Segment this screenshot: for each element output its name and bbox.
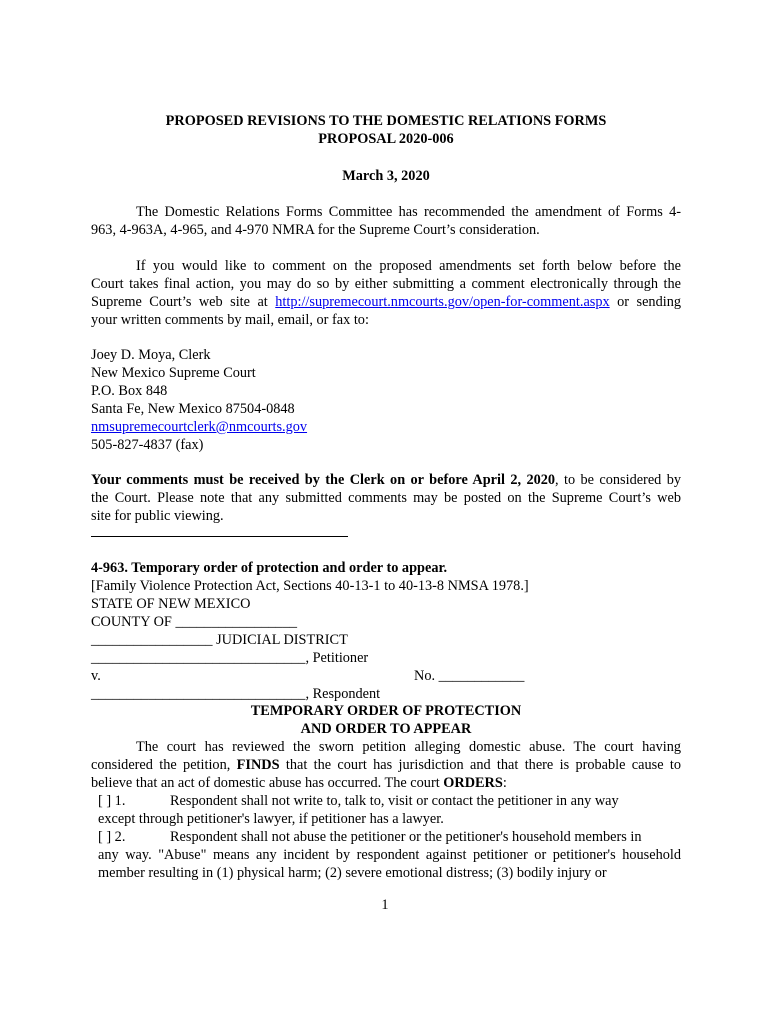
order-item-2-line2: any way. "Abuse" means any incident by respondent against petitioner or petitioner's household	[98, 847, 681, 863]
comment-website-link[interactable]: http://supremecourt.nmcourts.gov/open-for-comment.aspx	[275, 294, 610, 310]
order-item-1-line2: except through petitioner's lawyer, if petitioner has a lawyer.	[98, 811, 444, 827]
form-versus: v.	[91, 668, 101, 684]
order-item-marker: [ ] 1.	[98, 793, 126, 809]
intro-paragraph-2-line1: If you would like to comment on the proposed amendments set forth below before the	[136, 258, 681, 274]
document-date: March 3, 2020	[342, 168, 430, 184]
clerk-email-link[interactable]: nmsupremecourtclerk@nmcourts.gov	[91, 419, 308, 435]
order-body-text: :	[502, 775, 507, 791]
order-body-text: considered the petition,	[91, 757, 237, 773]
section-divider	[91, 536, 348, 537]
form-case-number: No. ____________	[414, 668, 525, 684]
deadline-line3: site for public viewing.	[91, 508, 224, 524]
intro-paragraph-1-line1: The Domestic Relations Forms Committee has recommended the amendment of Forms 4-	[136, 204, 681, 220]
intro-text: Supreme Court’s web site at	[91, 294, 276, 310]
page-title-line1: PROPOSED REVISIONS TO THE DOMESTIC RELATIONS FORMS	[165, 113, 607, 129]
form-statute: [Family Violence Protection Act, Sections 40-13-1 to 40-13-8 NMSA 1978.]	[91, 578, 529, 594]
order-body-orders: ORDERS	[443, 775, 503, 791]
order-item-2-line3: member resulting in (1) physical harm; (2) severe emotional distress; (3) bodily injury or	[98, 865, 607, 881]
deadline-bold-text: Your comments must be received by the Clerk on or before April 2, 2020	[91, 472, 556, 488]
page-number: 1	[381, 897, 389, 913]
intro-paragraph-2-line2: Court takes final action, you may do so by either submitting a comment electronically through the	[91, 276, 681, 292]
order-body-text: believe that an act of domestic abuse has occurred. The court	[91, 775, 444, 791]
address-name: Joey D. Moya, Clerk	[91, 347, 211, 363]
form-heading: 4-963. Temporary order of protection and order to appear.	[91, 560, 448, 576]
form-petitioner: ______________________________, Petitioner	[91, 650, 369, 666]
address-organization: New Mexico Supreme Court	[91, 365, 256, 381]
form-county: COUNTY OF _________________	[91, 614, 297, 630]
order-body-line3	[91, 774, 681, 792]
form-state: STATE OF NEW MEXICO	[91, 596, 251, 612]
page-title-line2: PROPOSAL 2020-006	[318, 131, 454, 147]
form-versus-row	[91, 667, 681, 685]
form-respondent: ______________________________, Respondent	[91, 686, 381, 702]
order-title-line1: TEMPORARY ORDER OF PROTECTION	[250, 703, 522, 719]
deadline-text: , to be considered by	[555, 472, 681, 488]
order-item-2-line1	[98, 828, 681, 846]
order-item-text: Respondent shall not write to, talk to, visit or contact the petitioner in any way	[170, 793, 619, 809]
address-fax: 505-827-4837 (fax)	[91, 437, 204, 453]
order-body-line1: The court has reviewed the sworn petition alleging domestic abuse. The court having	[136, 739, 681, 755]
intro-paragraph-2-line3	[91, 293, 681, 311]
intro-paragraph-2-line4: your written comments by mail, email, or fax to:	[91, 312, 369, 328]
deadline-line2: the Court. Please note that any submitted comments may be posted on the Supreme Court’s web	[91, 490, 681, 506]
order-item-marker: [ ] 2.	[98, 829, 126, 845]
form-district: _________________ JUDICIAL DISTRICT	[91, 632, 348, 648]
order-title-line2: AND ORDER TO APPEAR	[300, 721, 472, 737]
address-po-box: P.O. Box 848	[91, 383, 168, 399]
order-item-text: Respondent shall not abuse the petitioner or the petitioner's household members in	[170, 829, 642, 845]
intro-text: or sending	[609, 294, 681, 310]
order-body-line2	[91, 756, 681, 774]
address-city: Santa Fe, New Mexico 87504-0848	[91, 401, 295, 417]
address-email-line	[91, 418, 681, 436]
order-item-1-line1	[98, 792, 681, 810]
order-body-text: that the court has jurisdiction and that there is probable cause to	[279, 757, 682, 773]
deadline-line1	[91, 471, 681, 489]
intro-paragraph-1-line2: 963, 4-963A, 4-965, and 4-970 NMRA for the Supreme Court’s consideration.	[91, 222, 540, 238]
order-body-finds: FINDS	[236, 757, 280, 773]
